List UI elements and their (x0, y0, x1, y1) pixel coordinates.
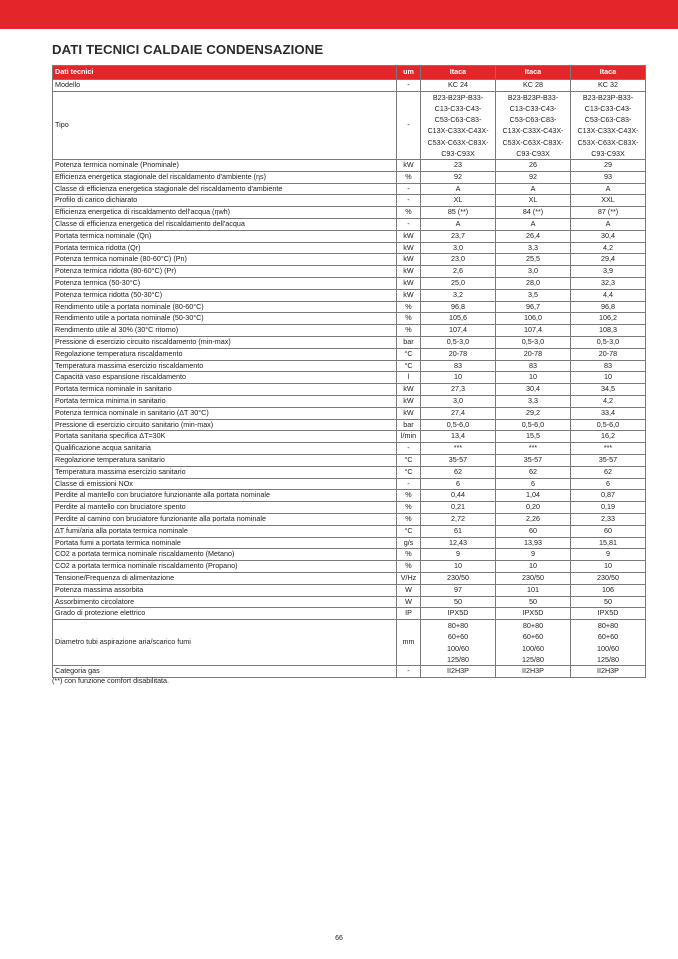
row-value-model-3: 3,9 (571, 266, 646, 278)
row-value-model-2: 10 (496, 372, 571, 384)
row-label: Portata termica nominale in sanitario (53, 384, 397, 396)
row-unit: g/s (397, 537, 421, 549)
row-value-model-2: 101 (496, 584, 571, 596)
row-label: Potenza termica ridotta (50-30°C) (53, 289, 397, 301)
row-value-model-2: 6 (496, 478, 571, 490)
table-row (53, 230, 646, 242)
table-row (53, 242, 646, 254)
row-value-model-1: 27,3 (421, 384, 496, 396)
row-value-model-1 (421, 620, 496, 666)
value-line: C53-C63-C83- (509, 115, 557, 125)
row-value-model-3: 106 (571, 584, 646, 596)
row-value-model-3: 10 (571, 372, 646, 384)
row-unit: °C (397, 360, 421, 372)
row-value-model-1: 10 (421, 561, 496, 573)
row-unit: bar (397, 419, 421, 431)
table-row (53, 572, 646, 584)
row-value-model-1: 13,4 (421, 431, 496, 443)
header-model-2: Itaca (496, 66, 571, 80)
row-unit: kW (397, 266, 421, 278)
technical-data-table (52, 65, 646, 678)
table-row (53, 384, 646, 396)
row-label: Efficienza energetica di riscaldamento dell'acqua (ηwh) (53, 207, 397, 219)
row-value-model-1: XL (421, 195, 496, 207)
row-value-model-3: 2,33 (571, 513, 646, 525)
row-value-model-3: 62 (571, 466, 646, 478)
row-value-model-3: 60 (571, 525, 646, 537)
row-label: Portata sanitaria specifica ΔT=30K (53, 431, 397, 443)
table-row (53, 336, 646, 348)
row-unit: bar (397, 336, 421, 348)
value-line: 80+80 (522, 621, 544, 631)
table-row (53, 419, 646, 431)
row-value-model-1: 0,5-6,0 (421, 419, 496, 431)
row-value-model-1: 10 (421, 372, 496, 384)
row-label: Portata fumi a portata termica nominale (53, 537, 397, 549)
row-value-model-2: KC 28 (496, 80, 571, 92)
value-line: C13X-C33X-C43X- (577, 126, 639, 136)
row-label: Grado di protezione elettrico (53, 608, 397, 620)
page-number: 66 (335, 935, 343, 942)
row-value-model-2: 26 (496, 160, 571, 172)
row-unit: % (397, 549, 421, 561)
table-body (53, 80, 646, 678)
row-value-model-3: 29 (571, 160, 646, 172)
row-unit: kW (397, 395, 421, 407)
row-value-model-2: 3,3 (496, 395, 571, 407)
table-row (53, 478, 646, 490)
row-label: Pressione di esercizio circuito riscaldamento (min-max) (53, 336, 397, 348)
row-label: CO2 a portata termica nominale riscaldamento (Propano) (53, 561, 397, 573)
row-value-model-3: 87 (**) (571, 207, 646, 219)
row-value-model-1: 2,6 (421, 266, 496, 278)
row-label: Perdite al mantello con bruciatore funzionante alla portata nominale (53, 490, 397, 502)
value-line: 100/60 (597, 643, 619, 653)
row-label: Modello (53, 80, 397, 92)
row-unit: kW (397, 242, 421, 254)
row-value-model-2: 96,7 (496, 301, 571, 313)
row-value-model-1: II2H3P (421, 665, 496, 677)
page-title: DATI TECNICI CALDAIE CONDENSAZIONE (52, 42, 324, 57)
row-value-model-3: A (571, 219, 646, 231)
row-value-model-2: 107,4 (496, 325, 571, 337)
table-row (53, 360, 646, 372)
row-label: Potenza massima assorbita (53, 584, 397, 596)
row-value-model-3 (571, 91, 646, 159)
table-header-row (53, 66, 646, 80)
row-value-model-1: 62 (421, 466, 496, 478)
row-unit: W (397, 584, 421, 596)
row-unit: % (397, 313, 421, 325)
row-value-model-1: 27,4 (421, 407, 496, 419)
row-value-model-3: 6 (571, 478, 646, 490)
row-label: Categoria gas (53, 665, 397, 677)
row-label: Efficienza energetica stagionale del riscaldamento d'ambiente (ηs) (53, 171, 397, 183)
row-unit: % (397, 301, 421, 313)
row-value-model-3: 93 (571, 171, 646, 183)
row-unit: l (397, 372, 421, 384)
row-value-model-2: 10 (496, 561, 571, 573)
row-value-model-3: 4,2 (571, 395, 646, 407)
value-line: 80+80 (597, 621, 619, 631)
row-value-model-1: 3,0 (421, 395, 496, 407)
row-value-model-3: 32,3 (571, 277, 646, 289)
table-row (53, 183, 646, 195)
row-value-model-3: 83 (571, 360, 646, 372)
value-line: B23-B23P-B33- (432, 92, 484, 102)
row-value-model-3: 15,81 (571, 537, 646, 549)
row-label: Profilo di carico dichiarato (53, 195, 397, 207)
row-value-model-3 (571, 620, 646, 666)
row-value-model-2: 26,4 (496, 230, 571, 242)
row-value-model-2: 29,2 (496, 407, 571, 419)
row-value-model-3: A (571, 183, 646, 195)
row-unit: % (397, 171, 421, 183)
row-unit: - (397, 91, 421, 159)
value-line: C53X-C63X-C83X- (427, 137, 489, 147)
table-row (53, 372, 646, 384)
row-unit: - (397, 478, 421, 490)
row-value-model-3: 16,2 (571, 431, 646, 443)
row-unit: °C (397, 348, 421, 360)
value-line: 60+60 (597, 632, 619, 642)
row-label: Potenza termica nominale in sanitario (ΔT 30°C) (53, 407, 397, 419)
row-label: Portata termica nominale (Qn) (53, 230, 397, 242)
row-value-model-1: 2,72 (421, 513, 496, 525)
row-value-model-2: 20-78 (496, 348, 571, 360)
row-value-model-2: 9 (496, 549, 571, 561)
row-value-model-1: A (421, 183, 496, 195)
row-unit: kW (397, 407, 421, 419)
table-row (53, 525, 646, 537)
value-line: 60+60 (447, 632, 469, 642)
row-value-model-1: A (421, 219, 496, 231)
row-unit: % (397, 513, 421, 525)
row-value-model-1: IPX5D (421, 608, 496, 620)
row-unit: kW (397, 254, 421, 266)
table-row (53, 195, 646, 207)
footnote: (**) con funzione comfort disabilitata. (52, 676, 170, 685)
row-label: Qualificazione acqua sanitaria (53, 443, 397, 455)
table-row (53, 443, 646, 455)
table-row (53, 171, 646, 183)
row-value-model-2: 106,0 (496, 313, 571, 325)
row-value-model-2: 1,04 (496, 490, 571, 502)
row-label: CO2 a portata termica nominale riscaldamento (Metano) (53, 549, 397, 561)
table-row (53, 160, 646, 172)
row-value-model-2: 25,5 (496, 254, 571, 266)
row-value-model-3: II2H3P (571, 665, 646, 677)
row-unit: l/min (397, 431, 421, 443)
row-value-model-3: *** (571, 443, 646, 455)
header-dati-tecnici: Dati tecnici (53, 66, 397, 80)
row-value-model-2 (496, 620, 571, 666)
row-value-model-1: 61 (421, 525, 496, 537)
row-value-model-1: 0,21 (421, 502, 496, 514)
row-value-model-2: 83 (496, 360, 571, 372)
row-value-model-1: 83 (421, 360, 496, 372)
row-value-model-1: 23,0 (421, 254, 496, 266)
table-row (53, 608, 646, 620)
row-value-model-3: 9 (571, 549, 646, 561)
row-unit: °C (397, 466, 421, 478)
row-unit: W (397, 596, 421, 608)
table-row (53, 266, 646, 278)
row-value-model-2: 3,3 (496, 242, 571, 254)
row-value-model-3: KC 32 (571, 80, 646, 92)
row-label: Diametro tubi aspirazione aria/scarico fumi (53, 620, 397, 666)
value-line: 125/80 (522, 654, 544, 664)
row-value-model-3: 106,2 (571, 313, 646, 325)
header-model-3: Itaca (571, 66, 646, 80)
row-unit: % (397, 490, 421, 502)
value-line: C53-C63-C83- (434, 115, 482, 125)
row-value-model-1: 35-57 (421, 454, 496, 466)
row-value-model-2: 92 (496, 171, 571, 183)
table-row (53, 91, 646, 159)
row-label: Perdite al mantello con bruciatore spento (53, 502, 397, 514)
row-value-model-3: 35-57 (571, 454, 646, 466)
row-value-model-1: 230/50 (421, 572, 496, 584)
row-unit: - (397, 80, 421, 92)
row-value-model-1: 107,4 (421, 325, 496, 337)
row-unit: IP (397, 608, 421, 620)
row-value-model-2: A (496, 219, 571, 231)
table-row (53, 325, 646, 337)
row-value-model-2: II2H3P (496, 665, 571, 677)
value-line: 100/60 (522, 643, 544, 653)
row-value-model-3: 0,5-6,0 (571, 419, 646, 431)
row-label: Perdite al camino con bruciatore funzionante alla portata nominale (53, 513, 397, 525)
row-value-model-3: 0,19 (571, 502, 646, 514)
table-row (53, 254, 646, 266)
table-row (53, 301, 646, 313)
table-row (53, 277, 646, 289)
row-label: Portata termica minima in sanitario (53, 395, 397, 407)
row-label: Classe di efficienza energetica del riscaldamento dell'acqua (53, 219, 397, 231)
table-row (53, 549, 646, 561)
row-value-model-2: 30,4 (496, 384, 571, 396)
row-value-model-3: 29,4 (571, 254, 646, 266)
row-value-model-2: 15,5 (496, 431, 571, 443)
value-line: C13-C33-C43- (584, 104, 632, 113)
row-value-model-3: 50 (571, 596, 646, 608)
table-row (53, 348, 646, 360)
row-value-model-2: IPX5D (496, 608, 571, 620)
row-value-model-1: 92 (421, 171, 496, 183)
row-unit: mm (397, 620, 421, 666)
value-line: C53X-C63X-C83X- (577, 137, 639, 147)
row-value-model-3: 0,5-3,0 (571, 336, 646, 348)
value-line: C93-C93X (591, 148, 625, 158)
row-label: Potenza termica nominale (80-60°C) (Pn) (53, 254, 397, 266)
row-value-model-3: 30,4 (571, 230, 646, 242)
row-unit: - (397, 195, 421, 207)
row-value-model-1: 6 (421, 478, 496, 490)
row-value-model-1: 0,44 (421, 490, 496, 502)
row-label: Regolazione temperatura riscaldamento (53, 348, 397, 360)
value-line: B23-B23P-B33- (582, 92, 634, 102)
row-value-model-1: 20-78 (421, 348, 496, 360)
row-unit: % (397, 325, 421, 337)
row-label: Potenza termica nominale (Pnominale) (53, 160, 397, 172)
row-unit: °C (397, 454, 421, 466)
row-unit: kW (397, 384, 421, 396)
table-row (53, 80, 646, 92)
row-label: Pressione di esercizio circuito sanitario (min-max) (53, 419, 397, 431)
row-unit: kW (397, 289, 421, 301)
row-value-model-3: 4,4 (571, 289, 646, 301)
row-value-model-2: 62 (496, 466, 571, 478)
row-unit: V/Hz (397, 572, 421, 584)
row-unit: - (397, 443, 421, 455)
row-value-model-2: 230/50 (496, 572, 571, 584)
row-label: Potenza termica ridotta (80-60°C) (Pr) (53, 266, 397, 278)
header-model-1: Itaca (421, 66, 496, 80)
row-unit: % (397, 207, 421, 219)
row-value-model-2: 35-57 (496, 454, 571, 466)
value-line: C93-C93X (516, 148, 550, 158)
row-value-model-3: 10 (571, 561, 646, 573)
row-label: Assorbimento circolatore (53, 596, 397, 608)
row-value-model-2: 13,93 (496, 537, 571, 549)
row-label: ΔT fumi/aria alla portata termica nominale (53, 525, 397, 537)
row-value-model-2: 0,5-3,0 (496, 336, 571, 348)
row-label: Temperatura massima esercizio sanitario (53, 466, 397, 478)
header-um: um (397, 66, 421, 80)
row-value-model-3: 0,87 (571, 490, 646, 502)
row-unit: kW (397, 230, 421, 242)
table-row (53, 513, 646, 525)
value-line: C13X-C33X-C43X- (427, 126, 489, 136)
row-label: Rendimento utile al 30% (30°C ritorno) (53, 325, 397, 337)
row-unit: - (397, 219, 421, 231)
row-label: Classe di efficienza energetica stagionale del riscaldamento d'ambiente (53, 183, 397, 195)
table-row (53, 313, 646, 325)
row-value-model-3: 108,3 (571, 325, 646, 337)
value-line: B23-B23P-B33- (507, 92, 559, 102)
table-row (53, 596, 646, 608)
row-value-model-3: 20-78 (571, 348, 646, 360)
row-label: Potenza termica (50-30°C) (53, 277, 397, 289)
row-value-model-3: IPX5D (571, 608, 646, 620)
row-value-model-1: 23 (421, 160, 496, 172)
row-value-model-3: 96,8 (571, 301, 646, 313)
value-line: C13X-C33X-C43X- (502, 126, 564, 136)
row-value-model-1 (421, 91, 496, 159)
row-value-model-1: *** (421, 443, 496, 455)
row-value-model-2: 28,0 (496, 277, 571, 289)
row-unit: - (397, 665, 421, 677)
row-value-model-2: 0,5-6,0 (496, 419, 571, 431)
row-value-model-2: 84 (**) (496, 207, 571, 219)
row-label: Tensione/Frequenza di alimentazione (53, 572, 397, 584)
row-value-model-1: 9 (421, 549, 496, 561)
row-value-model-3: 34,5 (571, 384, 646, 396)
row-unit: °C (397, 525, 421, 537)
row-value-model-2: 50 (496, 596, 571, 608)
row-value-model-2: 2,26 (496, 513, 571, 525)
table-row (53, 502, 646, 514)
table-row (53, 584, 646, 596)
row-label: Rendimento utile a portata nominale (50-30°C) (53, 313, 397, 325)
value-line: 125/80 (597, 654, 619, 664)
row-value-model-1: 105,6 (421, 313, 496, 325)
row-value-model-1: 12,43 (421, 537, 496, 549)
value-line: C53X-C63X-C83X- (502, 137, 564, 147)
row-unit: kW (397, 277, 421, 289)
table-row (53, 207, 646, 219)
row-value-model-2: A (496, 183, 571, 195)
row-value-model-2: *** (496, 443, 571, 455)
table-row (53, 395, 646, 407)
row-value-model-2: XL (496, 195, 571, 207)
row-unit: - (397, 183, 421, 195)
value-line: 60+60 (522, 632, 544, 642)
row-label: Portata termica ridotta (Qr) (53, 242, 397, 254)
table-row (53, 561, 646, 573)
table-row (53, 466, 646, 478)
table-row (53, 431, 646, 443)
row-label: Temperatura massima esercizio riscaldamento (53, 360, 397, 372)
row-value-model-1: 0,5-3,0 (421, 336, 496, 348)
row-value-model-2 (496, 91, 571, 159)
row-value-model-3: 4,2 (571, 242, 646, 254)
row-value-model-2: 60 (496, 525, 571, 537)
value-line: C53-C63-C83- (584, 115, 632, 125)
row-value-model-1: 96,8 (421, 301, 496, 313)
row-value-model-1: 85 (**) (421, 207, 496, 219)
row-value-model-1: KC 24 (421, 80, 496, 92)
row-value-model-2: 0,20 (496, 502, 571, 514)
row-label: Capacità vaso espansione riscaldamento (53, 372, 397, 384)
value-line: C93-C93X (441, 148, 475, 158)
row-unit: kW (397, 160, 421, 172)
row-value-model-1: 23,7 (421, 230, 496, 242)
row-label: Regolazione temperatura sanitario (53, 454, 397, 466)
row-unit: % (397, 502, 421, 514)
table-row (53, 454, 646, 466)
table-row (53, 537, 646, 549)
top-brand-bar (0, 0, 678, 29)
row-label: Classe di emissioni NOx (53, 478, 397, 490)
row-value-model-2: 3,5 (496, 289, 571, 301)
value-line: 100/60 (447, 643, 469, 653)
row-value-model-2: 3,0 (496, 266, 571, 278)
value-line: C13-C33-C43- (434, 104, 482, 113)
row-label: Rendimento utile a portata nominale (80-60°C) (53, 301, 397, 313)
row-value-model-3: XXL (571, 195, 646, 207)
value-line: 80+80 (447, 621, 469, 631)
table-row (53, 289, 646, 301)
row-value-model-1: 50 (421, 596, 496, 608)
row-value-model-1: 25,0 (421, 277, 496, 289)
row-unit: % (397, 561, 421, 573)
value-line: C13-C33-C43- (509, 104, 557, 113)
row-value-model-1: 3,2 (421, 289, 496, 301)
table-row (53, 620, 646, 666)
row-value-model-1: 3,0 (421, 242, 496, 254)
table-row (53, 407, 646, 419)
value-line: 125/80 (447, 654, 469, 664)
table-row (53, 490, 646, 502)
table-row (53, 219, 646, 231)
row-value-model-1: 97 (421, 584, 496, 596)
row-value-model-3: 230/50 (571, 572, 646, 584)
row-label: Tipo (53, 91, 397, 159)
row-value-model-3: 33,4 (571, 407, 646, 419)
